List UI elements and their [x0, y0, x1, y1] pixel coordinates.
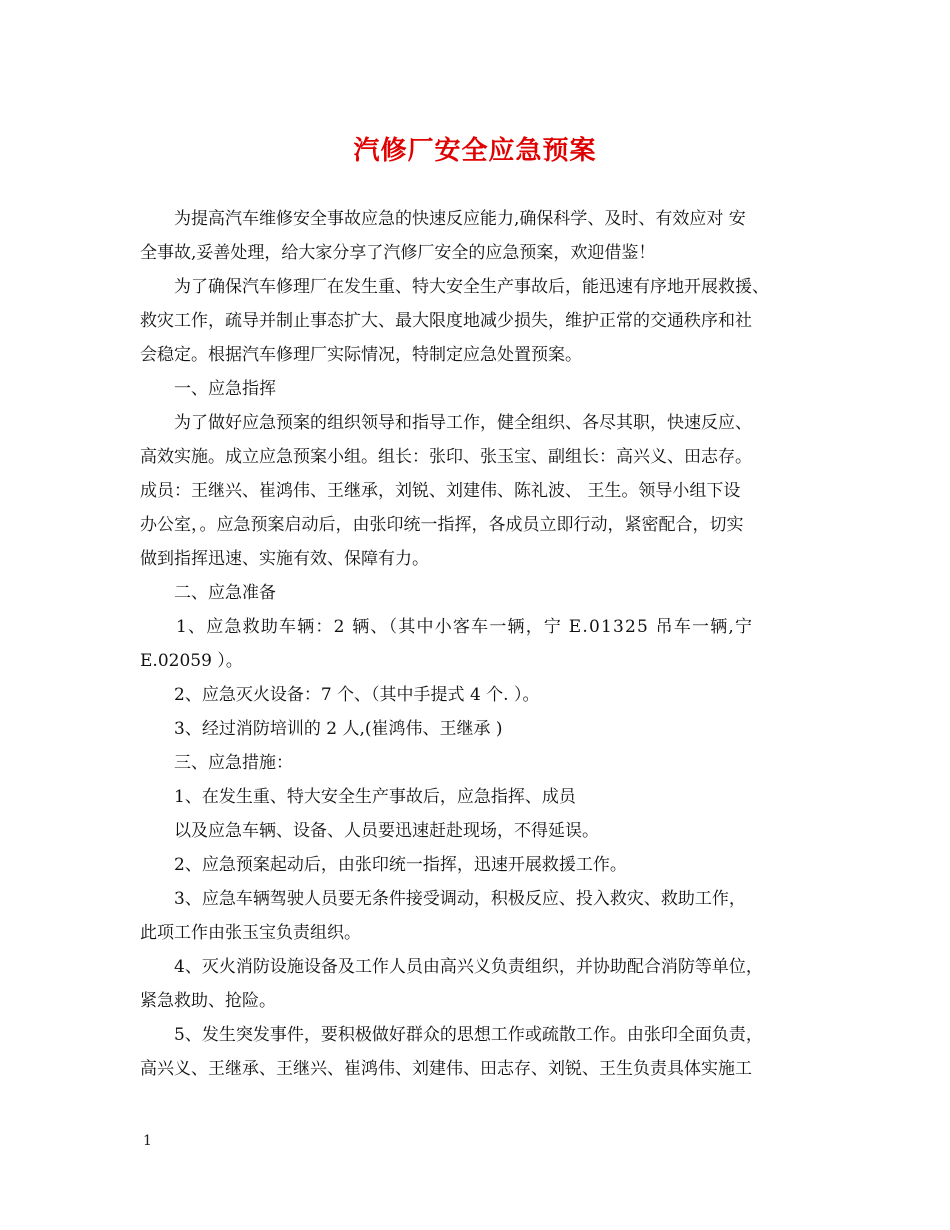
paragraph-line: 办公室，。应急预案启动后，由张印统一指挥，各成员立即行动，紧密配合，切实 — [140, 515, 744, 535]
paragraph-line: 救灾工作，疏导并制止事态扩大、最大限度地减少损失，维护正常的交通秩序和社 — [140, 311, 752, 331]
list-item-continuation: 紧急救助、抢险。 — [140, 991, 276, 1011]
list-item: 4、灭火消防设施设备及工作人员由高兴义负责组织，并协助配合消防等单位， — [174, 957, 763, 977]
list-item-continuation: 以及应急车辆、设备、人员要迅速赶赴现场，不得延误。 — [174, 821, 599, 841]
section-heading: 二、应急准备 — [174, 583, 276, 603]
paragraph-line: 高效实施。成立应急预案小组。组长：张印、张玉宝、副组长：高兴义、田志存。 — [140, 447, 752, 467]
list-item-continuation: E.02059 ）。 — [140, 651, 243, 671]
list-item: 1、应急救助车辆：2 辆、（其中小客车一辆，宁 E.01325 吊车一辆,宁 — [176, 617, 754, 637]
list-item: 2、应急灭火设备：7 个、（其中手提式 4 个. ）。 — [174, 685, 540, 705]
section-heading: 三、应急措施： — [174, 753, 293, 773]
list-item: 5、发生突发事件，要积极做好群众的思想工作或疏散工作。由张印全面负责， — [174, 1025, 763, 1045]
list-item-continuation: 此项工作由张玉宝负责组织。 — [140, 923, 361, 943]
list-item: 3、经过消防培训的 2 人,(崔鸿伟、王继承 ) — [174, 719, 503, 739]
list-item: 1、在发生重、特大安全生产事故后，应急指挥、成员 — [174, 787, 576, 807]
paragraph-line: 成员：王继兴、崔鸿伟、王继承，刘锐、刘建伟、陈礼波、 王生。领导小组下设 — [140, 481, 741, 501]
list-item: 2、应急预案起动后，由张印统一指挥，迅速开展救援工作。 — [174, 855, 627, 875]
paragraph-line: 会稳定。根据汽车修理厂实际情况，特制定应急处置预案。 — [140, 345, 582, 365]
paragraph-line: 全事故,妥善处理，给大家分享了汽修厂安全的应急预案，欢迎借鉴！ — [140, 243, 656, 263]
list-item-continuation: 高兴义、王继承、王继兴、崔鸿伟、刘建伟、田志存、刘锐、王生负责具体实施工 — [140, 1059, 752, 1079]
list-item: 3、应急车辆驾驶人员要无条件接受调动，积极反应、投入救灾、救助工作， — [174, 889, 746, 909]
paragraph-line: 做到指挥迅速、实施有效、保障有力。 — [140, 549, 429, 569]
paragraph-line: 为提高汽车维修安全事故应急的快速反应能力,确保科学、及时、有效应对 安 — [174, 209, 746, 229]
document-body — [140, 202, 815, 1086]
document-title: 汽修厂安全应急预案 — [353, 136, 597, 166]
section-heading: 一、应急指挥 — [174, 379, 276, 399]
paragraph-line: 为了做好应急预案的组织领导和指导工作，健全组织、各尽其职，快速反应、 — [174, 413, 752, 433]
page-number: 1 — [143, 1133, 152, 1149]
paragraph-line: 为了确保汽车修理厂在发生重、特大安全生产事故后，能迅速有序地开展救援、 — [174, 277, 769, 297]
